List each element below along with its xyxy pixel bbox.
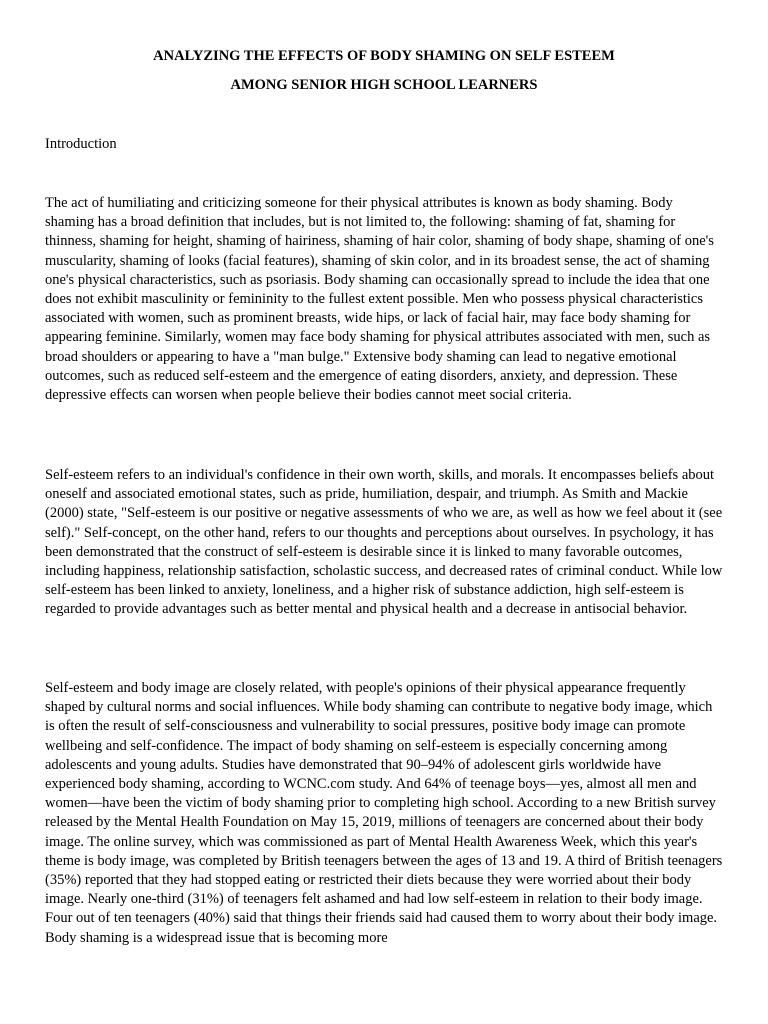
paragraph-self-esteem: Self-esteem refers to an individual's confidence in their own worth, skills, and morals. It encompasses beliefs about oneself and associated emotional states, such as pride, humiliation, despair, and triumph. As Smith and Mackie (2000) state, "Self-esteem is our positive or negative assessments of who we are, as well as how we feel about it (see self)." Self-concept, on the other hand, refers to our thoughts and perceptions about ourselves. In psychology, it has been demonstrated that the construct of self-esteem is desirable since it is linked to many favorable outcomes, including happiness, relationship satisfaction, scholastic success, and decreased rates of criminal conduct. While low self-esteem has been linked to anxiety, loneliness, and a higher risk of substance addiction, high self-esteem is regarded to provide advantages such as better mental and physical health and a decrease in antisocial behavior.	[45, 467, 723, 618]
paragraph-body-image: Self-esteem and body image are closely related, with people's opinions of their physical appearance frequently shaped by cultural norms and social influences. While body shaming can contribute to negative body image, which is often the result of self-consciousness and vulnerability to social pressures, positive body image can promote wellbeing and self-confidence. The impact of body shaming on self-esteem is especially concerning among adolescents and young adults. Studies have demonstrated that 90–94% of adolescent girls worldwide have experienced body shaming, according to WCNC.com study. And 64% of teenage boys—yes, almost all men and women—have been the victim of body shaming prior to completing high school. According to a new British survey released by the Mental Health Foundation on May 15, 2019, millions of teenagers are concerned about their body image. The online survey, which was commissioned as part of Mental Health Awareness Week, which this year's theme is body image, was completed by British teenagers between the ages of 13 and 19. A third of British teenagers (35%) reported that they had stopped eating or restricted their diets because they were worried about their body image. Nearly one-third (31%) of teenagers felt ashamed and had low self-esteem in relation to their body image. Four out of ten teenagers (40%) said that things their friends said had caused them to worry about their body image. Body shaming is a widespread issue that is becoming more	[45, 680, 723, 946]
document-title-line-1: ANALYZING THE EFFECTS OF BODY SHAMING ON SELF ESTEEM	[153, 48, 615, 64]
paragraph-body-shaming: The act of humiliating and criticizing someone for their physical attributes is known as body shaming. Body shaming has a broad definition that includes, but is not limited to, the following: shaming of fat, shaming for thinness, shaming for height, shaming of hairiness, shaming of hair color, shaming of body shape, shaming of one's muscularity, shaming of looks (facial features), shaming of skin color, and in its broadest sense, the act of shaming one's physical characteristics, such as psoriasis. Body shaming can occasionally spread to include the idea that one does not exhibit masculinity or femininity to the fullest extent possible. Men who possess physical characteristics associated with women, such as prominent breasts, wide hips, or lack of facial hair, may face body shaming for appearing feminine. Similarly, women may face body shaming for physical attributes associated with men, such as broad shoulders or appearing to have a "man bulge." Extensive body shaming can lead to negative emotional outcomes, such as reduced self-esteem and the emergence of eating disorders, anxiety, and depression. These depressive effects can worsen when people believe their bodies cannot meet social criteria.	[45, 195, 714, 404]
section-heading: Introduction	[45, 136, 117, 152]
document-title-line-2: AMONG SENIOR HIGH SCHOOL LEARNERS	[230, 77, 538, 93]
